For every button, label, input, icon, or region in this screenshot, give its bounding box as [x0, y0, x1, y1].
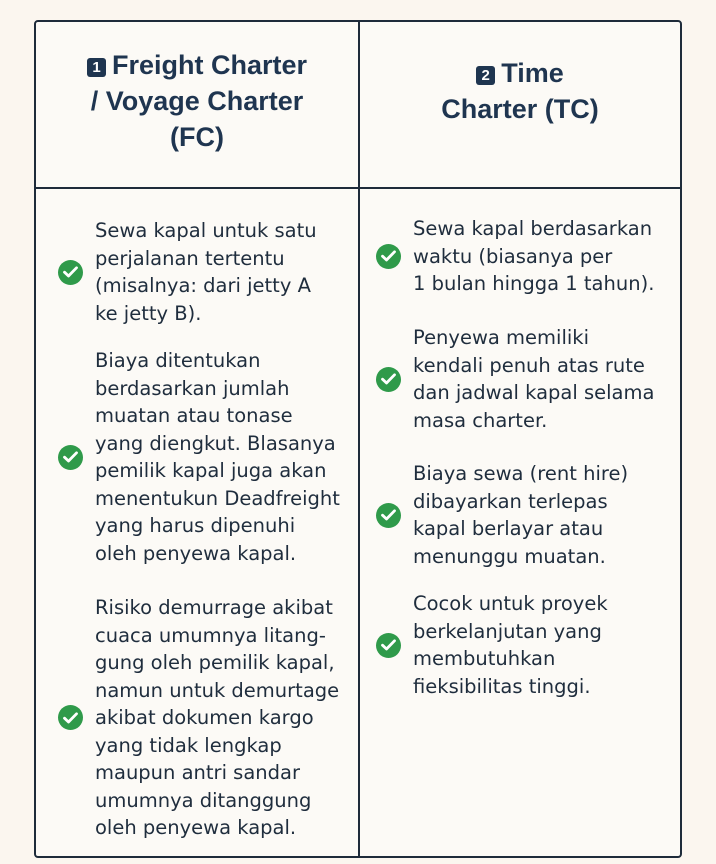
tc-item-1	[376, 215, 676, 298]
tc-item-4	[376, 590, 676, 700]
fc-item-3	[58, 594, 358, 842]
tc-item-text: Sewa kapal berdasarkan waktu (biasanya per 1 bulan hingga 1 tahun).	[413, 217, 655, 295]
tc-item-text: Cocok untuk proyek berkelanjutan yang membutuhkan fieksibilitas tinggi.	[413, 592, 608, 698]
fc-item-text: Sewa kapal untuk satu perjalanan tertentu (misalnya: dari jetty A ke jetty B).	[95, 219, 317, 325]
check-circle-icon	[376, 367, 401, 392]
fc-item-2	[58, 347, 358, 567]
header-title-tc: Time Charter (TC)	[441, 57, 599, 124]
comparison-table	[34, 20, 682, 858]
check-circle-icon	[376, 244, 401, 269]
header-time-charter	[360, 22, 680, 187]
header-freight-charter	[36, 22, 358, 187]
tc-item-text: Biaya sewa (rent hire) dibayarkan terlepas kapal berlayar atau menunggu muatan.	[413, 462, 629, 568]
fc-item-text: Risiko demurrage akibat cuaca umumnya litang- gung oleh pemilik kapal, namun untuk demurtage akibat dokumen kargo yang tidak lengkap maupun antri sandar umumnya ditanggung oleh penyewa kapal.	[95, 596, 340, 839]
check-circle-icon	[376, 633, 401, 658]
check-circle-icon	[58, 260, 83, 285]
fc-item-1	[58, 217, 348, 327]
check-circle-icon	[58, 445, 83, 470]
check-circle-icon	[376, 503, 401, 528]
header-title-fc: Freight Charter / Voyage Charter (FC)	[90, 49, 308, 152]
check-circle-icon	[58, 705, 83, 730]
number-badge-1: 1	[87, 58, 106, 77]
header-divider	[36, 187, 680, 189]
tc-item-text: Penyewa memiliki kendali penuh atas rute dan jadwal kapal selama masa charter.	[413, 326, 655, 432]
tc-item-3	[376, 460, 676, 570]
tc-item-2	[376, 324, 676, 434]
number-badge-2: 2	[476, 66, 495, 85]
fc-item-text: Biaya ditentukan berdasarkan jumlah muatan atau tonase yang diengkut. Blasanya pemilik kapal juga akan menentukun Deadfreight yang harus dipenuhi oleh penyewa kapal.	[95, 349, 340, 565]
